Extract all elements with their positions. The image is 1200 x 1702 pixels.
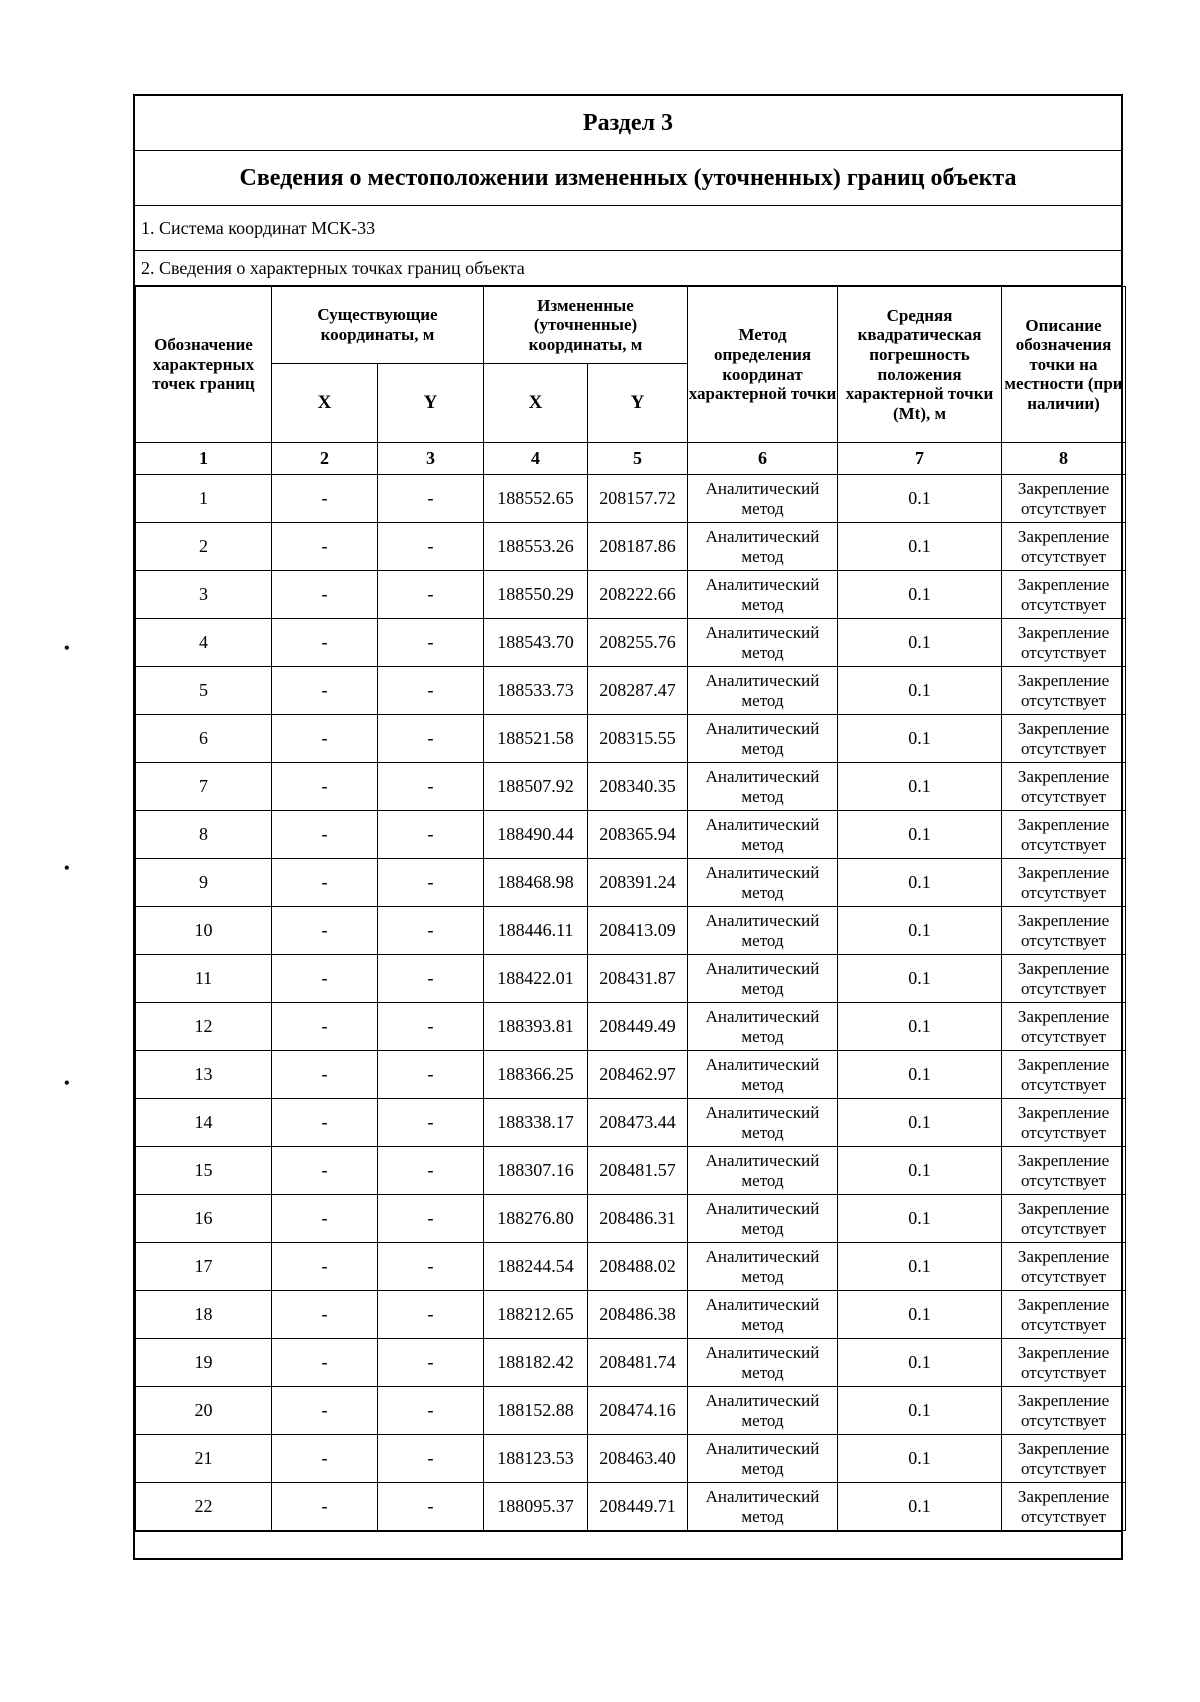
existing-y-cell: - <box>378 1435 484 1483</box>
changed-x-cell: 188552.65 <box>484 475 588 523</box>
method-cell: Аналитический метод <box>688 1099 838 1147</box>
header-error: Средняя квадратическая погрешность положения характерной точки (Mt), м <box>838 287 1002 443</box>
error-cell: 0.1 <box>838 1339 1002 1387</box>
method-cell: Аналитический метод <box>688 475 838 523</box>
point-id-cell: 3 <box>136 571 272 619</box>
description-cell: Закрепление отсутствует <box>1002 955 1126 1003</box>
existing-x-cell: - <box>272 1099 378 1147</box>
column-number: 8 <box>1002 443 1126 475</box>
existing-x-cell: - <box>272 1003 378 1051</box>
changed-x-cell: 188212.65 <box>484 1291 588 1339</box>
error-cell: 0.1 <box>838 1243 1002 1291</box>
changed-x-cell: 188095.37 <box>484 1483 588 1531</box>
existing-y-cell: - <box>378 1243 484 1291</box>
error-cell: 0.1 <box>838 667 1002 715</box>
column-number: 4 <box>484 443 588 475</box>
description-cell: Закрепление отсутствует <box>1002 523 1126 571</box>
error-cell: 0.1 <box>838 1435 1002 1483</box>
table-row <box>136 571 1126 619</box>
point-id-cell: 22 <box>136 1483 272 1531</box>
existing-x-cell: - <box>272 523 378 571</box>
changed-y-cell: 208157.72 <box>588 475 688 523</box>
error-cell: 0.1 <box>838 907 1002 955</box>
points-table <box>135 286 1126 1531</box>
description-cell: Закрепление отсутствует <box>1002 619 1126 667</box>
document-sheet <box>133 94 1123 1560</box>
description-cell: Закрепление отсутствует <box>1002 1339 1126 1387</box>
method-cell: Аналитический метод <box>688 955 838 1003</box>
changed-x-cell: 188338.17 <box>484 1099 588 1147</box>
changed-x-cell: 188244.54 <box>484 1243 588 1291</box>
changed-y-cell: 208255.76 <box>588 619 688 667</box>
table-row <box>136 859 1126 907</box>
method-cell: Аналитический метод <box>688 619 838 667</box>
changed-y-cell: 208340.35 <box>588 763 688 811</box>
section-title: Раздел 3 <box>135 96 1121 151</box>
point-id-cell: 8 <box>136 811 272 859</box>
method-cell: Аналитический метод <box>688 1291 838 1339</box>
description-cell: Закрепление отсутствует <box>1002 907 1126 955</box>
point-id-cell: 11 <box>136 955 272 1003</box>
existing-y-cell: - <box>378 1003 484 1051</box>
existing-x-cell: - <box>272 1483 378 1531</box>
existing-x-cell: - <box>272 1339 378 1387</box>
changed-x-cell: 188490.44 <box>484 811 588 859</box>
table-row <box>136 1387 1126 1435</box>
existing-x-cell: - <box>272 475 378 523</box>
method-cell: Аналитический метод <box>688 1387 838 1435</box>
existing-x-cell: - <box>272 1435 378 1483</box>
changed-x-cell: 188543.70 <box>484 619 588 667</box>
description-cell: Закрепление отсутствует <box>1002 1387 1126 1435</box>
table-row <box>136 1195 1126 1243</box>
existing-x-cell: - <box>272 955 378 1003</box>
point-id-cell: 19 <box>136 1339 272 1387</box>
error-cell: 0.1 <box>838 1483 1002 1531</box>
table-row <box>136 619 1126 667</box>
changed-x-cell: 188553.26 <box>484 523 588 571</box>
existing-x-cell: - <box>272 1291 378 1339</box>
table-row <box>136 1483 1126 1531</box>
changed-y-cell: 208474.16 <box>588 1387 688 1435</box>
changed-y-cell: 208413.09 <box>588 907 688 955</box>
header-method: Метод определения координат характерной точки <box>688 287 838 443</box>
point-id-cell: 20 <box>136 1387 272 1435</box>
column-number: 7 <box>838 443 1002 475</box>
method-cell: Аналитический метод <box>688 1243 838 1291</box>
point-id-cell: 4 <box>136 619 272 667</box>
coordinate-system-line: 1. Система координат МСК-33 <box>135 206 1121 251</box>
error-cell: 0.1 <box>838 715 1002 763</box>
changed-x-cell: 188468.98 <box>484 859 588 907</box>
point-id-cell: 10 <box>136 907 272 955</box>
error-cell: 0.1 <box>838 811 1002 859</box>
existing-x-cell: - <box>272 907 378 955</box>
changed-y-cell: 208449.49 <box>588 1003 688 1051</box>
error-cell: 0.1 <box>838 1051 1002 1099</box>
error-cell: 0.1 <box>838 1195 1002 1243</box>
header-changed-y: Y <box>588 364 688 443</box>
header-changed-coordinates: Измененные (уточненные) координаты, м <box>484 287 688 364</box>
method-cell: Аналитический метод <box>688 1435 838 1483</box>
table-row <box>136 1051 1126 1099</box>
table-footer-space <box>135 1531 1121 1558</box>
method-cell: Аналитический метод <box>688 1483 838 1531</box>
changed-y-cell: 208222.66 <box>588 571 688 619</box>
existing-y-cell: - <box>378 907 484 955</box>
description-cell: Закрепление отсутствует <box>1002 811 1126 859</box>
table-row <box>136 1147 1126 1195</box>
description-cell: Закрепление отсутствует <box>1002 1051 1126 1099</box>
table-row <box>136 1435 1126 1483</box>
table-row <box>136 1099 1126 1147</box>
point-id-cell: 21 <box>136 1435 272 1483</box>
error-cell: 0.1 <box>838 571 1002 619</box>
changed-x-cell: 188507.92 <box>484 763 588 811</box>
binding-hole-mark-2: • <box>64 860 70 877</box>
description-cell: Закрепление отсутствует <box>1002 667 1126 715</box>
column-number: 2 <box>272 443 378 475</box>
section-subtitle: Сведения о местоположении измененных (уточненных) границ объекта <box>135 151 1121 206</box>
method-cell: Аналитический метод <box>688 1051 838 1099</box>
point-id-cell: 5 <box>136 667 272 715</box>
changed-y-cell: 208473.44 <box>588 1099 688 1147</box>
table-row <box>136 475 1126 523</box>
table-row <box>136 523 1126 571</box>
existing-y-cell: - <box>378 1195 484 1243</box>
column-number: 5 <box>588 443 688 475</box>
existing-y-cell: - <box>378 1387 484 1435</box>
error-cell: 0.1 <box>838 475 1002 523</box>
table-row <box>136 1003 1126 1051</box>
existing-x-cell: - <box>272 763 378 811</box>
changed-x-cell: 188422.01 <box>484 955 588 1003</box>
column-numbers-row <box>136 443 1126 475</box>
method-cell: Аналитический метод <box>688 523 838 571</box>
changed-y-cell: 208187.86 <box>588 523 688 571</box>
point-id-cell: 12 <box>136 1003 272 1051</box>
table-row <box>136 763 1126 811</box>
error-cell: 0.1 <box>838 1003 1002 1051</box>
existing-x-cell: - <box>272 571 378 619</box>
changed-y-cell: 208365.94 <box>588 811 688 859</box>
description-cell: Закрепление отсутствует <box>1002 763 1126 811</box>
table-row <box>136 907 1126 955</box>
existing-x-cell: - <box>272 1051 378 1099</box>
changed-y-cell: 208488.02 <box>588 1243 688 1291</box>
existing-x-cell: - <box>272 1147 378 1195</box>
description-cell: Закрепление отсутствует <box>1002 1147 1126 1195</box>
description-cell: Закрепление отсутствует <box>1002 1243 1126 1291</box>
changed-y-cell: 208391.24 <box>588 859 688 907</box>
error-cell: 0.1 <box>838 1387 1002 1435</box>
point-id-cell: 15 <box>136 1147 272 1195</box>
existing-y-cell: - <box>378 1291 484 1339</box>
error-cell: 0.1 <box>838 619 1002 667</box>
existing-y-cell: - <box>378 1099 484 1147</box>
changed-x-cell: 188152.88 <box>484 1387 588 1435</box>
existing-y-cell: - <box>378 955 484 1003</box>
description-cell: Закрепление отсутствует <box>1002 1435 1126 1483</box>
column-number: 3 <box>378 443 484 475</box>
table-row <box>136 955 1126 1003</box>
changed-x-cell: 188550.29 <box>484 571 588 619</box>
description-cell: Закрепление отсутствует <box>1002 1099 1126 1147</box>
error-cell: 0.1 <box>838 859 1002 907</box>
method-cell: Аналитический метод <box>688 1147 838 1195</box>
changed-x-cell: 188123.53 <box>484 1435 588 1483</box>
description-cell: Закрепление отсутствует <box>1002 715 1126 763</box>
method-cell: Аналитический метод <box>688 811 838 859</box>
header-existing-x: X <box>272 364 378 443</box>
existing-y-cell: - <box>378 619 484 667</box>
point-id-cell: 6 <box>136 715 272 763</box>
existing-x-cell: - <box>272 811 378 859</box>
header-description: Описание обозначения точки на местности (при наличии) <box>1002 287 1126 443</box>
point-id-cell: 16 <box>136 1195 272 1243</box>
existing-y-cell: - <box>378 859 484 907</box>
method-cell: Аналитический метод <box>688 571 838 619</box>
existing-x-cell: - <box>272 619 378 667</box>
method-cell: Аналитический метод <box>688 1195 838 1243</box>
changed-y-cell: 208481.57 <box>588 1147 688 1195</box>
changed-x-cell: 188182.42 <box>484 1339 588 1387</box>
method-cell: Аналитический метод <box>688 859 838 907</box>
existing-x-cell: - <box>272 1195 378 1243</box>
existing-x-cell: - <box>272 715 378 763</box>
error-cell: 0.1 <box>838 1291 1002 1339</box>
error-cell: 0.1 <box>838 1147 1002 1195</box>
point-id-cell: 7 <box>136 763 272 811</box>
table-row <box>136 1243 1126 1291</box>
changed-y-cell: 208315.55 <box>588 715 688 763</box>
existing-y-cell: - <box>378 475 484 523</box>
existing-y-cell: - <box>378 715 484 763</box>
point-id-cell: 17 <box>136 1243 272 1291</box>
changed-y-cell: 208287.47 <box>588 667 688 715</box>
table-row <box>136 811 1126 859</box>
existing-x-cell: - <box>272 667 378 715</box>
existing-y-cell: - <box>378 667 484 715</box>
existing-y-cell: - <box>378 571 484 619</box>
existing-y-cell: - <box>378 1339 484 1387</box>
points-info-line: 2. Сведения о характерных точках границ объекта <box>135 251 1121 286</box>
table-row <box>136 715 1126 763</box>
description-cell: Закрепление отсутствует <box>1002 475 1126 523</box>
method-cell: Аналитический метод <box>688 907 838 955</box>
existing-x-cell: - <box>272 1387 378 1435</box>
table-row <box>136 667 1126 715</box>
point-id-cell: 13 <box>136 1051 272 1099</box>
header-changed-x: X <box>484 364 588 443</box>
table-row <box>136 1339 1126 1387</box>
existing-y-cell: - <box>378 811 484 859</box>
description-cell: Закрепление отсутствует <box>1002 1291 1126 1339</box>
header-existing-coordinates: Существующие координаты, м <box>272 287 484 364</box>
method-cell: Аналитический метод <box>688 667 838 715</box>
existing-y-cell: - <box>378 763 484 811</box>
error-cell: 0.1 <box>838 955 1002 1003</box>
binding-hole-mark-1: • <box>64 640 70 657</box>
changed-y-cell: 208449.71 <box>588 1483 688 1531</box>
error-cell: 0.1 <box>838 763 1002 811</box>
changed-y-cell: 208486.38 <box>588 1291 688 1339</box>
description-cell: Закрепление отсутствует <box>1002 859 1126 907</box>
header-existing-y: Y <box>378 364 484 443</box>
existing-y-cell: - <box>378 1147 484 1195</box>
point-id-cell: 14 <box>136 1099 272 1147</box>
point-id-cell: 2 <box>136 523 272 571</box>
changed-y-cell: 208431.87 <box>588 955 688 1003</box>
description-cell: Закрепление отсутствует <box>1002 1483 1126 1531</box>
changed-x-cell: 188366.25 <box>484 1051 588 1099</box>
method-cell: Аналитический метод <box>688 715 838 763</box>
point-id-cell: 18 <box>136 1291 272 1339</box>
header-designation: Обозначение характерных точек границ <box>136 287 272 443</box>
changed-y-cell: 208463.40 <box>588 1435 688 1483</box>
existing-x-cell: - <box>272 859 378 907</box>
changed-y-cell: 208486.31 <box>588 1195 688 1243</box>
description-cell: Закрепление отсутствует <box>1002 1003 1126 1051</box>
changed-x-cell: 188307.16 <box>484 1147 588 1195</box>
existing-y-cell: - <box>378 1051 484 1099</box>
changed-y-cell: 208462.97 <box>588 1051 688 1099</box>
method-cell: Аналитический метод <box>688 1003 838 1051</box>
existing-y-cell: - <box>378 523 484 571</box>
existing-x-cell: - <box>272 1243 378 1291</box>
error-cell: 0.1 <box>838 1099 1002 1147</box>
column-number: 1 <box>136 443 272 475</box>
description-cell: Закрепление отсутствует <box>1002 1195 1126 1243</box>
changed-x-cell: 188446.11 <box>484 907 588 955</box>
method-cell: Аналитический метод <box>688 763 838 811</box>
column-number: 6 <box>688 443 838 475</box>
changed-y-cell: 208481.74 <box>588 1339 688 1387</box>
error-cell: 0.1 <box>838 523 1002 571</box>
point-id-cell: 1 <box>136 475 272 523</box>
point-id-cell: 9 <box>136 859 272 907</box>
changed-x-cell: 188521.58 <box>484 715 588 763</box>
changed-x-cell: 188393.81 <box>484 1003 588 1051</box>
existing-y-cell: - <box>378 1483 484 1531</box>
table-row <box>136 1291 1126 1339</box>
changed-x-cell: 188276.80 <box>484 1195 588 1243</box>
description-cell: Закрепление отсутствует <box>1002 571 1126 619</box>
binding-hole-mark-3: • <box>64 1075 70 1092</box>
changed-x-cell: 188533.73 <box>484 667 588 715</box>
method-cell: Аналитический метод <box>688 1339 838 1387</box>
